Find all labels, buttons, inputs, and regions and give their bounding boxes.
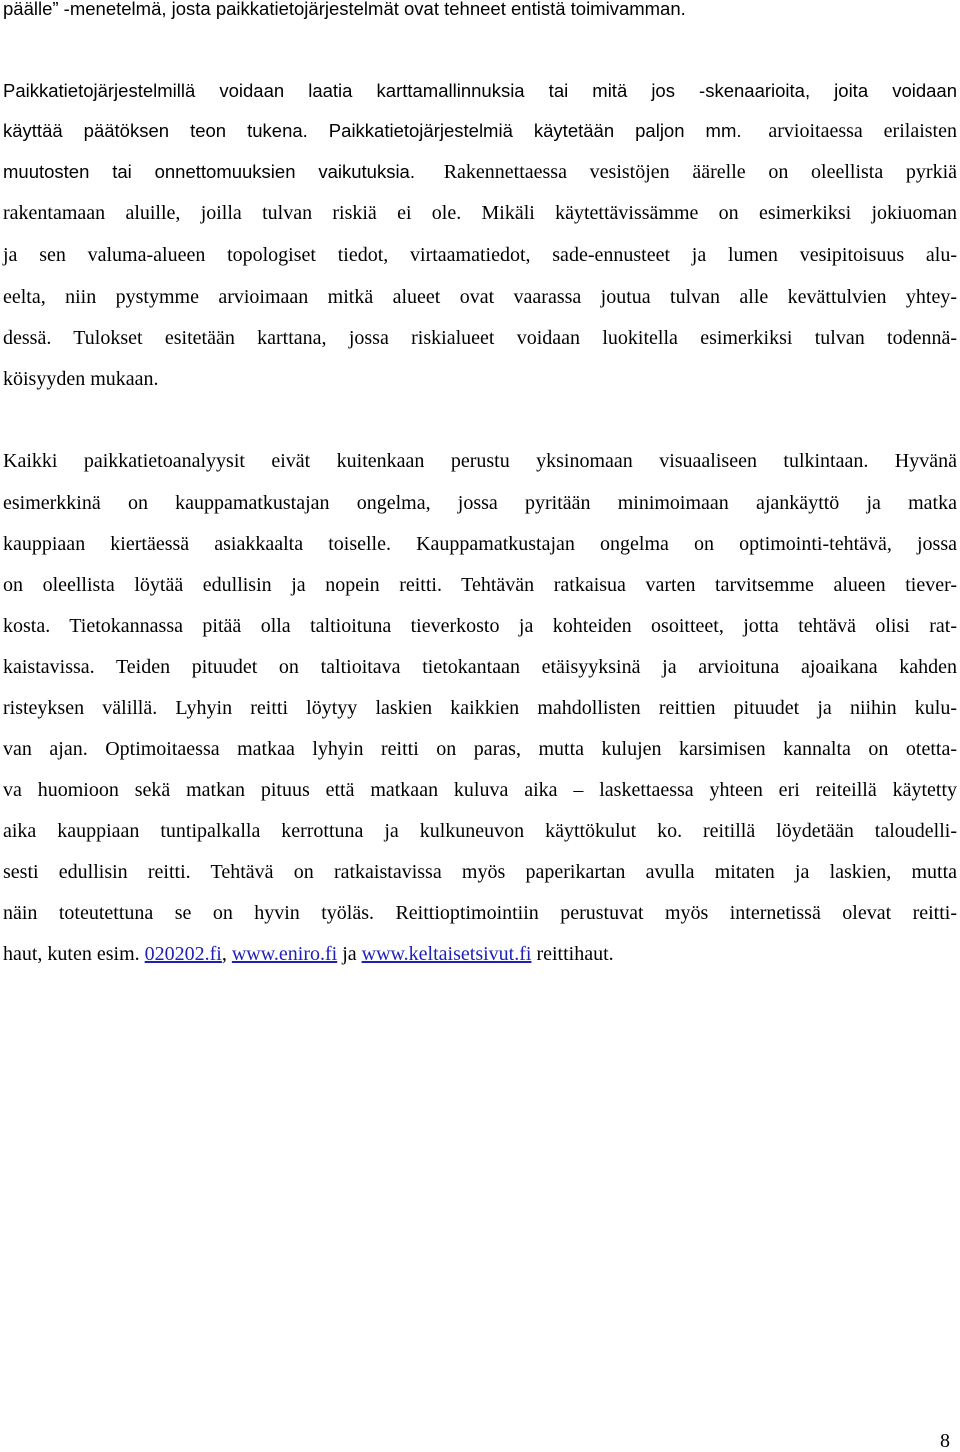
text-line (3, 818, 957, 844)
text-segment: Rakennettaessa vesistöjen äärelle on oleellista pyrkiä (443, 161, 958, 183)
text-line (3, 284, 957, 310)
text-segment: dessä. Tulokset esitetään karttana, jossa riskialueet voidaan luokitella esimerkiksi tulvan todennä- (3, 327, 957, 349)
text-line (3, 78, 957, 104)
text-line (3, 777, 957, 803)
text-segment: Kaikki paikkatietoanalyysit eivät kuitenkaan perustu yksinomaan visuaaliseen tulkintaan. Hyvänä (3, 450, 957, 472)
text-segment: ja (337, 943, 362, 965)
text-line (3, 654, 957, 680)
text-line (3, 118, 957, 144)
text-line (3, 531, 957, 557)
text-line (3, 490, 957, 516)
text-segment: arvioitaessa erilaisten (768, 120, 957, 142)
text-segment: muutosten tai onnettomuuksien vaikutuksia. (3, 161, 415, 182)
text-segment: aika kauppiaan tuntipalkalla kerrottuna ja kulkuneuvon käyttökulut ko. reitillä löydetään taloudelli- (3, 820, 957, 842)
text-segment: kauppiaan kiertäessä asiakkaalta toiselle. Kauppamatkustajan ongelma on optimointi-tehtävä, jossa (3, 533, 957, 555)
text-segment: on oleellista löytää edullisin ja nopein reitti. Tehtävän ratkaisua varten tarvitsemme alueen tiever- (3, 574, 957, 596)
text-line (3, 613, 957, 639)
text-line (3, 572, 957, 598)
text-line (3, 859, 957, 885)
text-line (3, 736, 957, 762)
text-line (3, 366, 957, 392)
text-segment: Paikkatietojärjestelmillä voidaan laatia karttamallinnuksia tai mitä jos -skenaarioita, joita voidaan (3, 80, 957, 101)
text-segment: va huomioon sekä matkan pituus että matkaan kuluva aika – laskettaessa yhteen eri reiteillä käytetty (3, 779, 957, 801)
text-segment: köisyyden mukaan. (3, 368, 159, 390)
text-segment: , (221, 943, 232, 965)
text-line (3, 200, 957, 226)
text-segment: kaistavissa. Teiden pituudet on taltioitava tietokantaan etäisyyksinä ja arvioituna ajoaikana kahden (3, 656, 957, 678)
text-segment: näin toteutettuna se on hyvin työläs. Reittioptimointiin perustuvat myös internetissä olevat reitti- (3, 902, 957, 924)
link-keltaisetsivut[interactable]: www.keltaisetsivut.fi (361, 943, 532, 965)
text-segment: reittihaut. (531, 943, 614, 965)
text-line (3, 242, 957, 268)
text-segment: sesti edullisin reitti. Tehtävä on ratkaistavissa myös paperikartan avulla mitaten ja laskien, mutta (3, 861, 957, 883)
link-eniro[interactable]: www.eniro.fi (231, 943, 338, 965)
text-segment: kosta. Tietokannassa pitää olla taltioituna tieverkosto ja kohteiden osoitteet, jotta tehtävä olisi rat- (3, 615, 957, 637)
link-020202[interactable]: 020202.fi (144, 943, 222, 965)
text-line (3, 0, 957, 22)
text-segment: ja sen valuma-alueen topologiset tiedot, virtaamatiedot, sade-ennusteet ja lumen vesipitoisuus alu- (3, 244, 957, 266)
text-line (3, 695, 957, 721)
text-segment: rakentamaan aluille, joilla tulvan riskiä ei ole. Mikäli käytettävissämme on esimerkiksi jokiuoman (3, 202, 957, 224)
text-line-links (3, 941, 957, 967)
text-segment: haut, kuten esim. (3, 943, 145, 965)
text-segment: käyttää päätöksen teon tukena. Paikkatietojärjestelmiä käytetään paljon mm. (3, 120, 742, 141)
text-segment: risteyksen välillä. Lyhyin reitti löytyy laskien kaikkien mahdollisten reittien pituudet ja niihin kulu- (3, 697, 957, 719)
text-line (3, 448, 957, 474)
text-line (3, 900, 957, 926)
text-segment: eelta, niin pystymme arvioimaan mitkä alueet ovat vaarassa joutua tulvan alle kevättulvien yhtey- (3, 286, 957, 308)
text-segment: van ajan. Optimoitaessa matkaa lyhyin reitti on paras, mutta kulujen karsimisen kannalta on otetta- (3, 738, 957, 760)
text-segment: esimerkkinä on kauppamatkustajan ongelma, jossa pyritään minimoimaan ajankäyttö ja matka (3, 492, 957, 514)
text-line (3, 159, 957, 185)
page-number: 8 (940, 1430, 950, 1452)
text-line (3, 325, 957, 351)
text-segment: päälle” -menetelmä, josta paikkatietojärjestelmät ovat tehneet entistä toimivamman. (3, 0, 686, 19)
